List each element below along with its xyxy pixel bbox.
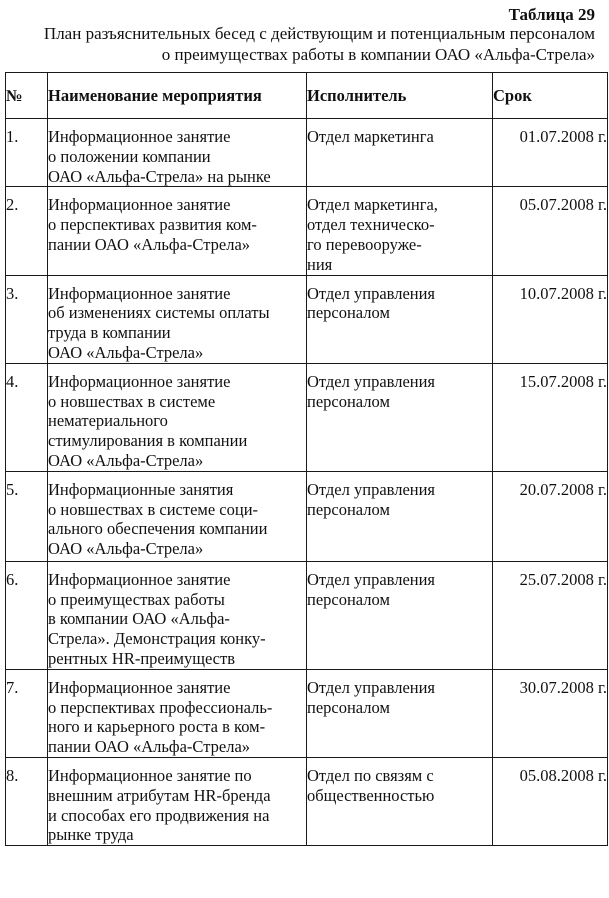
event-name-line: Информационное занятие: [48, 195, 231, 215]
event-name-line: труда в компании: [48, 323, 171, 343]
event-name-line: о новшествах в системе: [48, 391, 216, 411]
table-row: [6, 187, 608, 275]
executor-line: персоналом: [307, 499, 390, 519]
column-header-number: №: [6, 73, 48, 119]
deadline-cell: 05.08.2008 г.: [493, 757, 608, 845]
table-row: [6, 119, 608, 187]
event-name-line: о положении компании: [48, 146, 211, 166]
column-header-executor: Исполнитель: [307, 73, 493, 119]
executor-cell: [307, 119, 493, 187]
executor-line: персоналом: [307, 589, 390, 609]
column-header-event-name: Наименование мероприятия: [48, 73, 307, 119]
table-caption: [5, 24, 595, 65]
executor-cell: [307, 187, 493, 275]
event-name-line: и способах его продвижения на: [48, 805, 270, 825]
event-name-line: о преимуществах работы: [48, 589, 225, 609]
row-number: 7.: [6, 669, 48, 757]
executor-cell: [307, 363, 493, 471]
event-name-line: Информационное занятие: [48, 677, 231, 697]
row-number: 8.: [6, 757, 48, 845]
deadline-cell: 25.07.2008 г.: [493, 561, 608, 669]
event-name-cell: [48, 363, 307, 471]
event-name-cell: [48, 119, 307, 187]
executor-line: ния: [307, 254, 333, 274]
event-name-line: о перспективах профессиональ-: [48, 697, 273, 717]
event-name-line: об изменениях системы оплаты: [48, 303, 270, 323]
row-number: 5.: [6, 471, 48, 561]
event-name-line: Информационное занятие: [48, 569, 231, 589]
executor-line: персоналом: [307, 303, 390, 323]
table-header-row: [6, 73, 608, 119]
event-name-line: рентных HR-преимуществ: [48, 648, 236, 668]
executor-line: Отдел управления: [307, 283, 436, 303]
deadline-cell: 05.07.2008 г.: [493, 187, 608, 275]
event-name-line: Информационное занятие: [48, 127, 231, 146]
event-name-line: Информационное занятие: [48, 283, 231, 303]
row-number: 1.: [6, 119, 48, 187]
executor-line: Отдел управления: [307, 677, 436, 697]
event-name-cell: [48, 275, 307, 363]
deadline-cell: 15.07.2008 г.: [493, 363, 608, 471]
event-name-line: Информационное занятие: [48, 371, 231, 391]
executor-line: Отдел управления: [307, 479, 436, 499]
event-name-line: ального обеспечения компании: [48, 519, 268, 539]
deadline-cell: 20.07.2008 г.: [493, 471, 608, 561]
executor-cell: [307, 561, 493, 669]
event-name-line: ОАО «Альфа-Стрела» на рынке: [48, 166, 271, 186]
row-number: 6.: [6, 561, 48, 669]
event-name-line: ОАО «Альфа-Стрела»: [48, 342, 204, 362]
event-name-line: ОАО «Альфа-Стрела»: [48, 450, 204, 470]
event-name-line: о новшествах в системе соци-: [48, 499, 259, 519]
event-name-cell: [48, 187, 307, 275]
table-row: [6, 757, 608, 845]
table-row: [6, 561, 608, 669]
executor-line: го перевооруже-: [307, 234, 422, 254]
event-name-line: Стрела». Демонстрация конку-: [48, 629, 266, 649]
event-name-line: нематериального: [48, 411, 168, 431]
table-number: Таблица 29: [508, 5, 595, 24]
deadline-cell: 10.07.2008 г.: [493, 275, 608, 363]
event-name-line: в компании ОАО «Альфа-: [48, 609, 230, 629]
executor-cell: [307, 757, 493, 845]
event-name-cell: [48, 669, 307, 757]
table-row: [6, 669, 608, 757]
row-number: 3.: [6, 275, 48, 363]
event-name-line: ОАО «Альфа-Стрела»: [48, 539, 204, 559]
executor-line: Отдел управления: [307, 371, 436, 391]
event-name-line: внешним атрибутам HR-бренда: [48, 785, 271, 805]
caption-line: План разъяснительных бесед с действующим и потенциальным персоналом: [43, 24, 595, 43]
event-name-cell: [48, 757, 307, 845]
event-name-cell: [48, 471, 307, 561]
executor-line: общественностью: [307, 785, 435, 805]
event-name-line: Информационное занятие по: [48, 765, 252, 785]
caption-line: о преимуществах работы в компании ОАО «Альфа-Стрела»: [161, 44, 595, 64]
event-name-line: Информационные занятия: [48, 479, 234, 499]
event-name-line: ного и карьерного роста в ком-: [48, 717, 266, 737]
executor-line: Отдел маркетинга: [307, 127, 434, 146]
deadline-cell: 30.07.2008 г.: [493, 669, 608, 757]
event-name-cell: [48, 561, 307, 669]
event-name-line: пании ОАО «Альфа-Стрела»: [48, 234, 251, 254]
executor-line: персоналом: [307, 697, 390, 717]
executor-line: Отдел управления: [307, 569, 436, 589]
executor-line: персоналом: [307, 391, 390, 411]
executor-cell: [307, 471, 493, 561]
deadline-cell: 01.07.2008 г.: [493, 119, 608, 187]
executor-cell: [307, 275, 493, 363]
row-number: 4.: [6, 363, 48, 471]
executor-line: Отдел по связям с: [307, 765, 434, 785]
events-table: [5, 72, 608, 846]
column-header-deadline: Срок: [493, 73, 608, 119]
event-name-line: стимулирования в компании: [48, 431, 248, 451]
event-name-line: пании ОАО «Альфа-Стрела»: [48, 737, 251, 757]
table-body: [6, 119, 608, 846]
executor-line: Отдел маркетинга,: [307, 195, 438, 215]
table-row: [6, 471, 608, 561]
event-name-line: рынке труда: [48, 825, 134, 845]
event-name-line: о перспективах развития ком-: [48, 215, 257, 235]
row-number: 2.: [6, 187, 48, 275]
executor-line: отдел техническо-: [307, 215, 435, 235]
executor-cell: [307, 669, 493, 757]
table-row: [6, 275, 608, 363]
table-row: [6, 363, 608, 471]
